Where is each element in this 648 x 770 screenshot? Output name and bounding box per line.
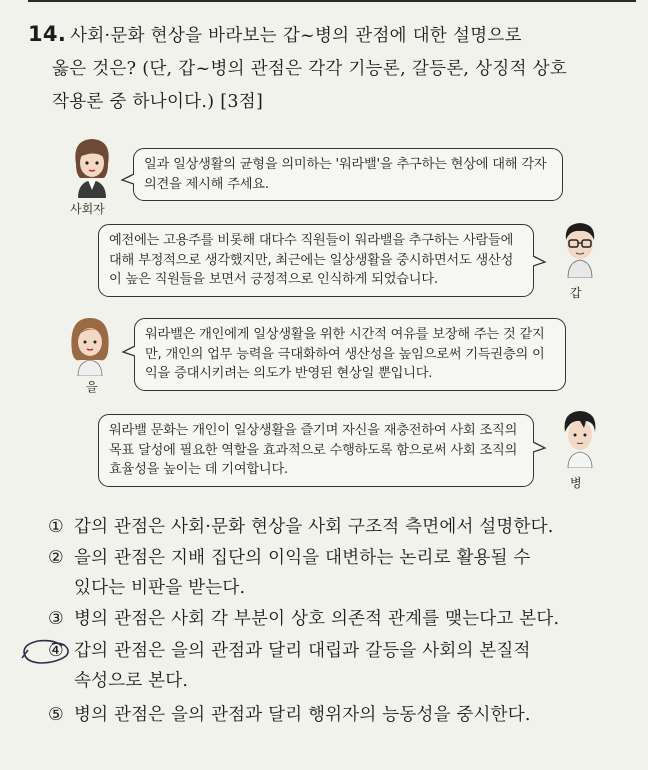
option-4-text: 갑의 관점은 을의 관점과 달리 대립과 갈등을 사회의 본질적 (74, 641, 531, 661)
byeong-bubble-tail (533, 440, 547, 454)
host-speech-bubble: 일과 일상생활의 균형을 의미하는 '워라밸'을 추구하는 현상에 대해 각자 의견을 제시해 주세요. (133, 148, 563, 201)
option-2-number: ② (48, 548, 64, 568)
question-number: 14. (28, 22, 67, 46)
gap-speech-bubble: 예전에는 고용주를 비롯해 대다수 직원들이 워라밸을 추구하는 사람들에 대해 부정적으로 생각했지만, 최근에는 일상생활을 중시하면서도 생산성이 높은 직원들을 보면서 긍정적으로 인식하게 되었습니다. (98, 224, 534, 297)
gap-avatar-icon (552, 214, 608, 278)
option-3-text: 병의 관점은 사회 각 부분이 상호 의존적 관계를 맺는다고 본다. (74, 609, 560, 629)
handwritten-circle-mark-icon (18, 636, 78, 668)
option-4-number: ④ (48, 641, 64, 661)
option-3-number: ③ (48, 609, 64, 629)
option-5[interactable] (48, 700, 638, 730)
eul-avatar-icon (62, 312, 118, 376)
top-rule (28, 0, 636, 2)
gap-label: 갑 (570, 286, 582, 300)
option-5-number: ⑤ (48, 705, 64, 725)
option-1-text: 갑의 관점은 사회·문화 현상을 사회 구조적 측면에서 설명한다. (74, 517, 554, 537)
question-line-1: 사회·문화 현상을 바라보는 갑~병의 관점에 대한 설명으로 (70, 26, 522, 46)
host-label: 사회자 (70, 202, 105, 216)
question-line-3: 작용론 중 하나이다.) [3점] (52, 92, 264, 112)
eul-bubble-tail (121, 344, 135, 358)
byeong-label: 병 (570, 476, 582, 490)
option-2-text: 을의 관점은 지배 집단의 이익을 대변하는 논리로 활용될 수 (74, 548, 531, 568)
option-4[interactable] (48, 636, 638, 696)
byeong-speech-bubble: 워라밸 문화는 개인이 일상생활을 즐기며 자신을 재충전하여 사회 조직의 목표 달성에 필요한 역할을 효과적으로 수행하도록 함으로써 사회 조직의 효율성을 높이는 데 기여합니다. (98, 414, 534, 487)
eul-label: 을 (86, 380, 98, 394)
option-4-continuation: 속성으로 본다. (74, 671, 189, 691)
question-line-2: 옳은 것은? (단, 갑~병의 관점은 각각 기능론, 갈등론, 상징적 상호 (52, 59, 568, 79)
option-1-number: ① (48, 517, 64, 537)
option-2[interactable] (48, 543, 638, 603)
option-3[interactable] (48, 604, 638, 634)
host-bubble-tail (120, 172, 134, 186)
eul-speech-bubble: 워라밸은 개인에게 일상생활을 위한 시간적 여유를 보장해 주는 것 같지만, 개인의 업무 능력을 극대화하여 생산성을 높임으로써 기득권층의 이익을 증대시키려는 의도가 반영된 현상일 뿐입니다. (134, 318, 566, 391)
option-2-continuation: 있다는 비판을 받는다. (74, 578, 246, 598)
question-stem (28, 18, 634, 119)
host-avatar-icon (64, 134, 120, 198)
option-1[interactable] (48, 512, 638, 542)
gap-bubble-tail (533, 254, 547, 268)
option-5-text: 병의 관점은 을의 관점과 달리 행위자의 능동성을 중시한다. (74, 705, 531, 725)
byeong-avatar-icon (552, 404, 608, 468)
